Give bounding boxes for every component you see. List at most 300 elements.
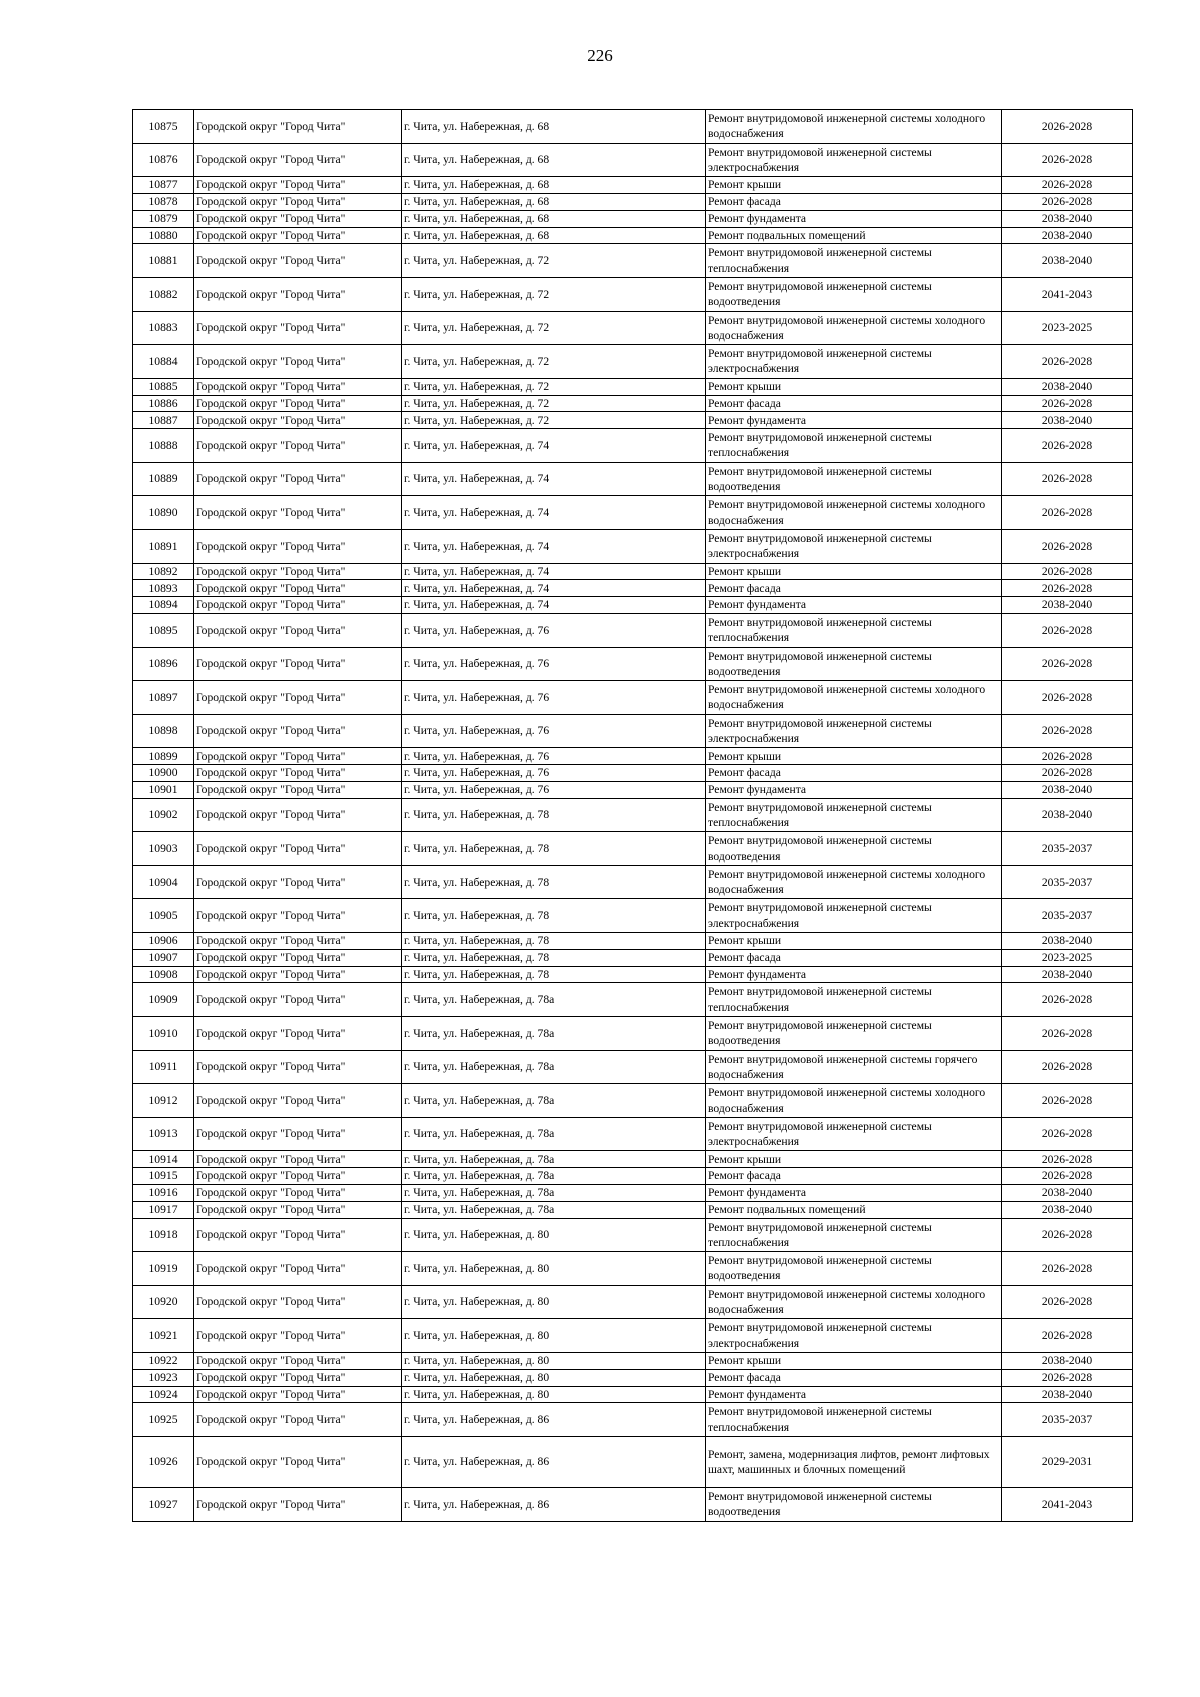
cell-period: 2038-2040 bbox=[1002, 597, 1133, 614]
cell-row-number: 10916 bbox=[133, 1185, 194, 1202]
cell-period: 2026-2028 bbox=[1002, 613, 1133, 647]
table-row bbox=[133, 781, 1133, 798]
cell-row-number: 10880 bbox=[133, 227, 194, 244]
cell-municipality: Городской округ "Город Чита" bbox=[194, 832, 402, 866]
cell-period: 2026-2028 bbox=[1002, 529, 1133, 563]
cell-address: г. Чита, ул. Набережная, д. 80 bbox=[402, 1285, 706, 1319]
cell-row-number: 10905 bbox=[133, 899, 194, 933]
cell-row-number: 10906 bbox=[133, 933, 194, 950]
cell-work-type: Ремонт фасада bbox=[706, 193, 1002, 210]
cell-period: 2026-2028 bbox=[1002, 647, 1133, 681]
cell-address: г. Чита, ул. Набережная, д. 74 bbox=[402, 462, 706, 496]
cell-row-number: 10910 bbox=[133, 1017, 194, 1051]
cell-address: г. Чита, ул. Набережная, д. 78а bbox=[402, 1017, 706, 1051]
cell-work-type: Ремонт внутридомовой инженерной системы водоотведения bbox=[706, 647, 1002, 681]
cell-work-type: Ремонт внутридомовой инженерной системы электроснабжения bbox=[706, 1319, 1002, 1353]
cell-period: 2035-2037 bbox=[1002, 899, 1133, 933]
cell-address: г. Чита, ул. Набережная, д. 78 bbox=[402, 933, 706, 950]
cell-address: г. Чита, ул. Набережная, д. 78а bbox=[402, 1084, 706, 1118]
cell-address: г. Чита, ул. Набережная, д. 74 bbox=[402, 597, 706, 614]
cell-address: г. Чита, ул. Набережная, д. 74 bbox=[402, 563, 706, 580]
cell-row-number: 10890 bbox=[133, 496, 194, 530]
cell-row-number: 10875 bbox=[133, 110, 194, 144]
cell-municipality: Городской округ "Город Чита" bbox=[194, 311, 402, 345]
table-row bbox=[133, 714, 1133, 748]
cell-period: 2038-2040 bbox=[1002, 227, 1133, 244]
cell-period: 2026-2028 bbox=[1002, 143, 1133, 177]
cell-address: г. Чита, ул. Набережная, д. 78а bbox=[402, 1117, 706, 1151]
cell-address: г. Чита, ул. Набережная, д. 78 bbox=[402, 865, 706, 899]
table-row bbox=[133, 1201, 1133, 1218]
cell-municipality: Городской округ "Город Чита" bbox=[194, 227, 402, 244]
cell-municipality: Городской округ "Город Чита" bbox=[194, 865, 402, 899]
cell-address: г. Чита, ул. Набережная, д. 74 bbox=[402, 580, 706, 597]
cell-municipality: Городской округ "Город Чита" bbox=[194, 798, 402, 832]
cell-work-type: Ремонт внутридомовой инженерной системы горячего водоснабжения bbox=[706, 1050, 1002, 1084]
table-row bbox=[133, 1218, 1133, 1252]
cell-address: г. Чита, ул. Набережная, д. 72 bbox=[402, 345, 706, 379]
cell-address: г. Чита, ул. Набережная, д. 72 bbox=[402, 378, 706, 395]
cell-address: г. Чита, ул. Набережная, д. 74 bbox=[402, 429, 706, 463]
cell-municipality: Городской округ "Город Чита" bbox=[194, 193, 402, 210]
cell-period: 2026-2028 bbox=[1002, 1084, 1133, 1118]
cell-municipality: Городской округ "Город Чита" bbox=[194, 1285, 402, 1319]
table-row bbox=[133, 1050, 1133, 1084]
table-row bbox=[133, 1403, 1133, 1437]
table-row bbox=[133, 1151, 1133, 1168]
cell-municipality: Городской округ "Город Чита" bbox=[194, 345, 402, 379]
cell-municipality: Городской округ "Город Чита" bbox=[194, 1252, 402, 1286]
cell-work-type: Ремонт внутридомовой инженерной системы теплоснабжения bbox=[706, 983, 1002, 1017]
cell-row-number: 10887 bbox=[133, 412, 194, 429]
cell-work-type: Ремонт фундамента bbox=[706, 210, 1002, 227]
cell-period: 2038-2040 bbox=[1002, 244, 1133, 278]
cell-work-type: Ремонт внутридомовой инженерной системы холодного водоснабжения bbox=[706, 311, 1002, 345]
cell-row-number: 10896 bbox=[133, 647, 194, 681]
cell-period: 2026-2028 bbox=[1002, 580, 1133, 597]
cell-work-type: Ремонт фасада bbox=[706, 1369, 1002, 1386]
cell-address: г. Чита, ул. Набережная, д. 76 bbox=[402, 647, 706, 681]
cell-municipality: Городской округ "Город Чита" bbox=[194, 277, 402, 311]
cell-row-number: 10899 bbox=[133, 748, 194, 765]
cell-municipality: Городской округ "Город Чита" bbox=[194, 143, 402, 177]
cell-period: 2038-2040 bbox=[1002, 412, 1133, 429]
cell-period: 2026-2028 bbox=[1002, 462, 1133, 496]
cell-row-number: 10881 bbox=[133, 244, 194, 278]
cell-work-type: Ремонт внутридомовой инженерной системы электроснабжения bbox=[706, 714, 1002, 748]
cell-work-type: Ремонт внутридомовой инженерной системы электроснабжения bbox=[706, 899, 1002, 933]
cell-work-type: Ремонт подвальных помещений bbox=[706, 227, 1002, 244]
cell-period: 2038-2040 bbox=[1002, 933, 1133, 950]
cell-address: г. Чита, ул. Набережная, д. 72 bbox=[402, 311, 706, 345]
table-row bbox=[133, 798, 1133, 832]
repair-schedule-table bbox=[132, 109, 1133, 1522]
cell-municipality: Городской округ "Город Чита" bbox=[194, 597, 402, 614]
table-row bbox=[133, 865, 1133, 899]
cell-address: г. Чита, ул. Набережная, д. 86 bbox=[402, 1403, 706, 1437]
cell-row-number: 10925 bbox=[133, 1403, 194, 1437]
cell-work-type: Ремонт внутридомовой инженерной системы электроснабжения bbox=[706, 143, 1002, 177]
cell-municipality: Городской округ "Город Чита" bbox=[194, 1319, 402, 1353]
cell-work-type: Ремонт внутридомовой инженерной системы водоотведения bbox=[706, 832, 1002, 866]
cell-work-type: Ремонт внутридомовой инженерной системы теплоснабжения bbox=[706, 798, 1002, 832]
cell-work-type: Ремонт фундамента bbox=[706, 1185, 1002, 1202]
cell-row-number: 10879 bbox=[133, 210, 194, 227]
table-row bbox=[133, 462, 1133, 496]
table-row bbox=[133, 1436, 1133, 1487]
cell-municipality: Городской округ "Город Чита" bbox=[194, 949, 402, 966]
cell-municipality: Городской округ "Город Чита" bbox=[194, 748, 402, 765]
cell-work-type: Ремонт фундамента bbox=[706, 412, 1002, 429]
table-row bbox=[133, 1084, 1133, 1118]
cell-work-type: Ремонт фундамента bbox=[706, 966, 1002, 983]
cell-municipality: Городской округ "Город Чита" bbox=[194, 1017, 402, 1051]
cell-municipality: Городской округ "Город Чита" bbox=[194, 765, 402, 782]
cell-row-number: 10909 bbox=[133, 983, 194, 1017]
table-row bbox=[133, 193, 1133, 210]
cell-municipality: Городской округ "Город Чита" bbox=[194, 1352, 402, 1369]
cell-period: 2026-2028 bbox=[1002, 748, 1133, 765]
cell-municipality: Городской округ "Город Чита" bbox=[194, 681, 402, 715]
cell-address: г. Чита, ул. Набережная, д. 80 bbox=[402, 1386, 706, 1403]
table-row bbox=[133, 529, 1133, 563]
table-row bbox=[133, 1352, 1133, 1369]
cell-address: г. Чита, ул. Набережная, д. 80 bbox=[402, 1319, 706, 1353]
cell-address: г. Чита, ул. Набережная, д. 78а bbox=[402, 1050, 706, 1084]
cell-address: г. Чита, ул. Набережная, д. 78а bbox=[402, 983, 706, 1017]
cell-municipality: Городской округ "Город Чита" bbox=[194, 1117, 402, 1151]
cell-row-number: 10924 bbox=[133, 1386, 194, 1403]
table-row bbox=[133, 681, 1133, 715]
cell-row-number: 10882 bbox=[133, 277, 194, 311]
cell-municipality: Городской округ "Город Чита" bbox=[194, 613, 402, 647]
table-row bbox=[133, 933, 1133, 950]
cell-municipality: Городской округ "Город Чита" bbox=[194, 462, 402, 496]
table-row bbox=[133, 563, 1133, 580]
cell-period: 2023-2025 bbox=[1002, 949, 1133, 966]
cell-row-number: 10900 bbox=[133, 765, 194, 782]
cell-period: 2026-2028 bbox=[1002, 563, 1133, 580]
cell-address: г. Чита, ул. Набережная, д. 72 bbox=[402, 412, 706, 429]
cell-row-number: 10898 bbox=[133, 714, 194, 748]
cell-row-number: 10893 bbox=[133, 580, 194, 597]
cell-period: 2026-2028 bbox=[1002, 177, 1133, 194]
cell-work-type: Ремонт внутридомовой инженерной системы электроснабжения bbox=[706, 345, 1002, 379]
table-row bbox=[133, 1017, 1133, 1051]
cell-row-number: 10885 bbox=[133, 378, 194, 395]
table-row bbox=[133, 1319, 1133, 1353]
cell-period: 2035-2037 bbox=[1002, 865, 1133, 899]
cell-row-number: 10912 bbox=[133, 1084, 194, 1118]
cell-period: 2026-2028 bbox=[1002, 395, 1133, 412]
cell-row-number: 10917 bbox=[133, 1201, 194, 1218]
cell-period: 2026-2028 bbox=[1002, 1285, 1133, 1319]
cell-row-number: 10913 bbox=[133, 1117, 194, 1151]
cell-period: 2026-2028 bbox=[1002, 1218, 1133, 1252]
cell-address: г. Чита, ул. Набережная, д. 76 bbox=[402, 714, 706, 748]
cell-municipality: Городской округ "Город Чита" bbox=[194, 1369, 402, 1386]
cell-period: 2026-2028 bbox=[1002, 765, 1133, 782]
cell-address: г. Чита, ул. Набережная, д. 68 bbox=[402, 227, 706, 244]
cell-address: г. Чита, ул. Набережная, д. 86 bbox=[402, 1487, 706, 1521]
cell-work-type: Ремонт фасада bbox=[706, 1168, 1002, 1185]
cell-row-number: 10877 bbox=[133, 177, 194, 194]
cell-work-type: Ремонт внутридомовой инженерной системы холодного водоснабжения bbox=[706, 1084, 1002, 1118]
cell-period: 2035-2037 bbox=[1002, 832, 1133, 866]
cell-municipality: Городской округ "Город Чита" bbox=[194, 781, 402, 798]
cell-municipality: Городской округ "Город Чита" bbox=[194, 1151, 402, 1168]
cell-row-number: 10903 bbox=[133, 832, 194, 866]
table-row bbox=[133, 1252, 1133, 1286]
cell-address: г. Чита, ул. Набережная, д. 74 bbox=[402, 496, 706, 530]
cell-period: 2026-2028 bbox=[1002, 1168, 1133, 1185]
cell-address: г. Чита, ул. Набережная, д. 68 bbox=[402, 210, 706, 227]
table-row bbox=[133, 748, 1133, 765]
cell-row-number: 10878 bbox=[133, 193, 194, 210]
cell-period: 2026-2028 bbox=[1002, 1117, 1133, 1151]
cell-period: 2026-2028 bbox=[1002, 1319, 1133, 1353]
cell-address: г. Чита, ул. Набережная, д. 80 bbox=[402, 1352, 706, 1369]
cell-address: г. Чита, ул. Набережная, д. 76 bbox=[402, 781, 706, 798]
cell-address: г. Чита, ул. Набережная, д. 76 bbox=[402, 681, 706, 715]
cell-period: 2026-2028 bbox=[1002, 429, 1133, 463]
cell-period: 2026-2028 bbox=[1002, 496, 1133, 530]
cell-address: г. Чита, ул. Набережная, д. 68 bbox=[402, 193, 706, 210]
cell-work-type: Ремонт крыши bbox=[706, 177, 1002, 194]
table-row bbox=[133, 345, 1133, 379]
cell-work-type: Ремонт внутридомовой инженерной системы холодного водоснабжения bbox=[706, 681, 1002, 715]
cell-row-number: 10914 bbox=[133, 1151, 194, 1168]
cell-row-number: 10901 bbox=[133, 781, 194, 798]
cell-municipality: Городской округ "Город Чита" bbox=[194, 647, 402, 681]
cell-row-number: 10921 bbox=[133, 1319, 194, 1353]
cell-work-type: Ремонт внутридомовой инженерной системы водоотведения bbox=[706, 277, 1002, 311]
table-row bbox=[133, 1117, 1133, 1151]
cell-address: г. Чита, ул. Набережная, д. 72 bbox=[402, 395, 706, 412]
cell-municipality: Городской округ "Город Чита" bbox=[194, 966, 402, 983]
table-row bbox=[133, 496, 1133, 530]
cell-address: г. Чита, ул. Набережная, д. 80 bbox=[402, 1218, 706, 1252]
cell-address: г. Чита, ул. Набережная, д. 68 bbox=[402, 110, 706, 144]
cell-municipality: Городской округ "Город Чита" bbox=[194, 429, 402, 463]
cell-address: г. Чита, ул. Набережная, д. 80 bbox=[402, 1369, 706, 1386]
cell-municipality: Городской округ "Город Чита" bbox=[194, 933, 402, 950]
cell-work-type: Ремонт внутридомовой инженерной системы электроснабжения bbox=[706, 529, 1002, 563]
table-row bbox=[133, 412, 1133, 429]
cell-period: 2026-2028 bbox=[1002, 1050, 1133, 1084]
cell-work-type: Ремонт внутридомовой инженерной системы теплоснабжения bbox=[706, 1403, 1002, 1437]
cell-row-number: 10902 bbox=[133, 798, 194, 832]
table-row bbox=[133, 1185, 1133, 1202]
cell-municipality: Городской округ "Город Чита" bbox=[194, 563, 402, 580]
cell-municipality: Городской округ "Город Чита" bbox=[194, 1201, 402, 1218]
cell-municipality: Городской округ "Город Чита" bbox=[194, 1403, 402, 1437]
cell-municipality: Городской округ "Город Чита" bbox=[194, 395, 402, 412]
cell-period: 2026-2028 bbox=[1002, 1369, 1133, 1386]
cell-municipality: Городской округ "Город Чита" bbox=[194, 110, 402, 144]
cell-row-number: 10920 bbox=[133, 1285, 194, 1319]
cell-work-type: Ремонт внутридомовой инженерной системы водоотведения bbox=[706, 1252, 1002, 1286]
cell-work-type: Ремонт фундамента bbox=[706, 1386, 1002, 1403]
cell-period: 2041-2043 bbox=[1002, 1487, 1133, 1521]
cell-municipality: Городской округ "Город Чита" bbox=[194, 1084, 402, 1118]
table-body bbox=[133, 110, 1133, 1522]
table-row bbox=[133, 1168, 1133, 1185]
cell-row-number: 10927 bbox=[133, 1487, 194, 1521]
cell-work-type: Ремонт фасада bbox=[706, 395, 1002, 412]
table-row bbox=[133, 210, 1133, 227]
cell-period: 2038-2040 bbox=[1002, 781, 1133, 798]
cell-municipality: Городской округ "Город Чита" bbox=[194, 177, 402, 194]
cell-work-type: Ремонт внутридомовой инженерной системы теплоснабжения bbox=[706, 1218, 1002, 1252]
cell-municipality: Городской округ "Город Чита" bbox=[194, 529, 402, 563]
cell-row-number: 10908 bbox=[133, 966, 194, 983]
cell-address: г. Чита, ул. Набережная, д. 78 bbox=[402, 966, 706, 983]
cell-period: 2035-2037 bbox=[1002, 1403, 1133, 1437]
cell-address: г. Чита, ул. Набережная, д. 76 bbox=[402, 765, 706, 782]
cell-municipality: Городской округ "Город Чита" bbox=[194, 714, 402, 748]
cell-municipality: Городской округ "Город Чита" bbox=[194, 1487, 402, 1521]
cell-period: 2026-2028 bbox=[1002, 1252, 1133, 1286]
cell-period: 2023-2025 bbox=[1002, 311, 1133, 345]
cell-row-number: 10926 bbox=[133, 1436, 194, 1487]
cell-period: 2038-2040 bbox=[1002, 1185, 1133, 1202]
table-row bbox=[133, 966, 1133, 983]
cell-municipality: Городской округ "Город Чита" bbox=[194, 580, 402, 597]
cell-municipality: Городской округ "Город Чита" bbox=[194, 983, 402, 1017]
table-row bbox=[133, 227, 1133, 244]
cell-period: 2038-2040 bbox=[1002, 798, 1133, 832]
cell-address: г. Чита, ул. Набережная, д. 78а bbox=[402, 1151, 706, 1168]
table-row bbox=[133, 395, 1133, 412]
cell-work-type: Ремонт внутридомовой инженерной системы холодного водоснабжения bbox=[706, 865, 1002, 899]
cell-row-number: 10911 bbox=[133, 1050, 194, 1084]
cell-municipality: Городской округ "Город Чита" bbox=[194, 210, 402, 227]
table-row bbox=[133, 832, 1133, 866]
cell-work-type: Ремонт фундамента bbox=[706, 597, 1002, 614]
cell-address: г. Чита, ул. Набережная, д. 86 bbox=[402, 1436, 706, 1487]
cell-work-type: Ремонт крыши bbox=[706, 378, 1002, 395]
cell-work-type: Ремонт, замена, модернизация лифтов, ремонт лифтовых шахт, машинных и блочных помещений bbox=[706, 1436, 1002, 1487]
cell-municipality: Городской округ "Город Чита" bbox=[194, 1386, 402, 1403]
table-row bbox=[133, 311, 1133, 345]
cell-address: г. Чита, ул. Набережная, д. 78а bbox=[402, 1185, 706, 1202]
cell-row-number: 10922 bbox=[133, 1352, 194, 1369]
table-row bbox=[133, 429, 1133, 463]
cell-work-type: Ремонт внутридомовой инженерной системы водоотведения bbox=[706, 462, 1002, 496]
cell-period: 2038-2040 bbox=[1002, 1386, 1133, 1403]
cell-address: г. Чита, ул. Набережная, д. 78а bbox=[402, 1201, 706, 1218]
cell-row-number: 10923 bbox=[133, 1369, 194, 1386]
table-row bbox=[133, 580, 1133, 597]
cell-period: 2038-2040 bbox=[1002, 210, 1133, 227]
table-row bbox=[133, 378, 1133, 395]
cell-address: г. Чита, ул. Набережная, д. 78 bbox=[402, 899, 706, 933]
table-row bbox=[133, 983, 1133, 1017]
cell-address: г. Чита, ул. Набережная, д. 80 bbox=[402, 1252, 706, 1286]
cell-address: г. Чита, ул. Набережная, д. 74 bbox=[402, 529, 706, 563]
cell-work-type: Ремонт внутридомовой инженерной системы электроснабжения bbox=[706, 1117, 1002, 1151]
cell-row-number: 10892 bbox=[133, 563, 194, 580]
cell-address: г. Чита, ул. Набережная, д. 78 bbox=[402, 949, 706, 966]
cell-address: г. Чита, ул. Набережная, д. 78 bbox=[402, 832, 706, 866]
cell-row-number: 10889 bbox=[133, 462, 194, 496]
cell-row-number: 10884 bbox=[133, 345, 194, 379]
cell-municipality: Городской округ "Город Чита" bbox=[194, 1168, 402, 1185]
cell-municipality: Городской округ "Город Чита" bbox=[194, 412, 402, 429]
table-row bbox=[133, 244, 1133, 278]
cell-municipality: Городской округ "Город Чита" bbox=[194, 244, 402, 278]
table-row bbox=[133, 1369, 1133, 1386]
cell-address: г. Чита, ул. Набережная, д. 76 bbox=[402, 748, 706, 765]
table-row bbox=[133, 143, 1133, 177]
cell-period: 2029-2031 bbox=[1002, 1436, 1133, 1487]
cell-period: 2038-2040 bbox=[1002, 378, 1133, 395]
cell-address: г. Чита, ул. Набережная, д. 78 bbox=[402, 798, 706, 832]
cell-municipality: Городской округ "Город Чита" bbox=[194, 1050, 402, 1084]
cell-row-number: 10915 bbox=[133, 1168, 194, 1185]
cell-period: 2026-2028 bbox=[1002, 983, 1133, 1017]
cell-work-type: Ремонт крыши bbox=[706, 748, 1002, 765]
cell-period: 2026-2028 bbox=[1002, 345, 1133, 379]
cell-work-type: Ремонт внутридомовой инженерной системы теплоснабжения bbox=[706, 244, 1002, 278]
cell-work-type: Ремонт внутридомовой инженерной системы холодного водоснабжения bbox=[706, 1285, 1002, 1319]
cell-address: г. Чита, ул. Набережная, д. 68 bbox=[402, 143, 706, 177]
cell-work-type: Ремонт фасада bbox=[706, 580, 1002, 597]
table-row bbox=[133, 1487, 1133, 1521]
cell-row-number: 10918 bbox=[133, 1218, 194, 1252]
cell-address: г. Чита, ул. Набережная, д. 78а bbox=[402, 1168, 706, 1185]
cell-period: 2026-2028 bbox=[1002, 714, 1133, 748]
cell-period: 2026-2028 bbox=[1002, 1151, 1133, 1168]
cell-municipality: Городской округ "Город Чита" bbox=[194, 1185, 402, 1202]
cell-row-number: 10891 bbox=[133, 529, 194, 563]
cell-row-number: 10904 bbox=[133, 865, 194, 899]
cell-address: г. Чита, ул. Набережная, д. 68 bbox=[402, 177, 706, 194]
cell-row-number: 10883 bbox=[133, 311, 194, 345]
cell-work-type: Ремонт крыши bbox=[706, 1352, 1002, 1369]
table-row bbox=[133, 110, 1133, 144]
cell-period: 2026-2028 bbox=[1002, 110, 1133, 144]
cell-row-number: 10907 bbox=[133, 949, 194, 966]
table-row bbox=[133, 765, 1133, 782]
cell-work-type: Ремонт крыши bbox=[706, 563, 1002, 580]
cell-municipality: Городской округ "Город Чита" bbox=[194, 1218, 402, 1252]
table-row bbox=[133, 277, 1133, 311]
cell-work-type: Ремонт фасада bbox=[706, 949, 1002, 966]
cell-work-type: Ремонт фасада bbox=[706, 765, 1002, 782]
page-number: 226 bbox=[587, 46, 613, 65]
cell-municipality: Городской округ "Город Чита" bbox=[194, 899, 402, 933]
cell-row-number: 10894 bbox=[133, 597, 194, 614]
table-row bbox=[133, 899, 1133, 933]
cell-work-type: Ремонт внутридомовой инженерной системы теплоснабжения bbox=[706, 613, 1002, 647]
cell-work-type: Ремонт фундамента bbox=[706, 781, 1002, 798]
cell-work-type: Ремонт внутридомовой инженерной системы холодного водоснабжения bbox=[706, 496, 1002, 530]
cell-work-type: Ремонт внутридомовой инженерной системы водоотведения bbox=[706, 1487, 1002, 1521]
cell-period: 2041-2043 bbox=[1002, 277, 1133, 311]
cell-period: 2038-2040 bbox=[1002, 1201, 1133, 1218]
cell-work-type: Ремонт внутридомовой инженерной системы водоотведения bbox=[706, 1017, 1002, 1051]
table-row bbox=[133, 1285, 1133, 1319]
cell-address: г. Чита, ул. Набережная, д. 72 bbox=[402, 244, 706, 278]
cell-work-type: Ремонт крыши bbox=[706, 933, 1002, 950]
cell-work-type: Ремонт крыши bbox=[706, 1151, 1002, 1168]
table-row bbox=[133, 647, 1133, 681]
cell-period: 2038-2040 bbox=[1002, 1352, 1133, 1369]
table-row bbox=[133, 949, 1133, 966]
cell-address: г. Чита, ул. Набережная, д. 76 bbox=[402, 613, 706, 647]
